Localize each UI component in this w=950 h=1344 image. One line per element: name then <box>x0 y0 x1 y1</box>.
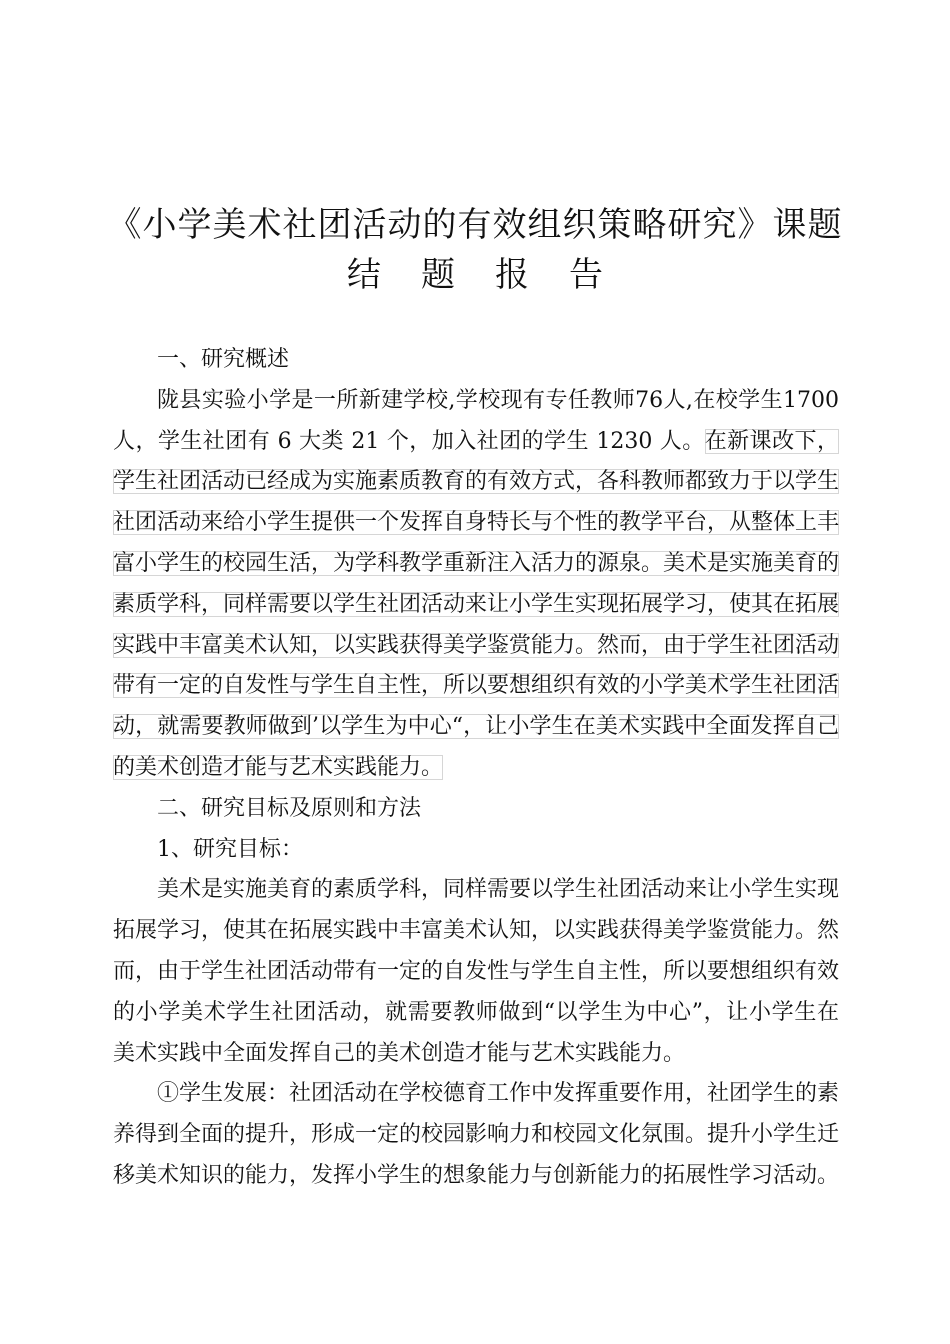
document-body <box>113 340 839 1197</box>
document-title-line2: 结题报告 <box>347 255 643 295</box>
paragraph-goals: 美术是实施美育的素质学科，同样需要以学生社团活动来让小学生实现拓展学习，使其在拓展实践中丰富美术认知，以实践获得美学鉴赏能力。然而，由于学生社团活动带有一定的自发性与学生自主性，所以要想组织有效的小学美术学生社团活动，就需要教师做到“以学生为中心”，让小学生在美术实践中全面发挥自己的美术创造才能与艺术实践能力。 <box>113 877 840 1066</box>
subsection-heading-goals: 1、研究目标： <box>157 836 303 862</box>
section-heading-overview: 一、研究概述 <box>157 347 290 372</box>
document-title-line1: 《小学美术社团活动的有效组织策略研究》课题 <box>107 205 843 245</box>
new-curriculum-text: 在新课改下，学生社团活动已经成为实施素质教育的有效方式，各科教师都致力于以学生社团活动来给小学生提供一个发挥自身特长与个性的教学平台，从整体上丰富小学生的校园生活，为学科教学重新注入活力的源泉。美术是实施美育的素质学科，同样需要以学生社团活动来让小学生实现拓展学习，使其在拓展实践中丰富美术认知，以实践获得美学鉴赏能力。然而，由于学生社团活动带有一定的自发性与学生自主性，所以要想组织有效的小学美术学生社团活动，就需要教师做到’以学生为中心“，让小学生在美术实践中全面发挥自己的美术创造才能与艺术实践能力。 <box>113 428 840 780</box>
section-heading-goals: 二、研究目标及原则和方法 <box>157 795 422 821</box>
school-intro-text: 陇县实验小学是一所新建学校,学校现有专任教师76人,在校学生1700人，学生社团有 6 大类 21 个，加入社团的学生 1230 人。 <box>113 387 839 454</box>
paragraph-student-development: ①学生发展：社团活动在学校德育工作中发挥重要作用，社团学生的素养得到全面的提升，形成一定的校园影响力和校园文化氛围。提升小学生迁移美术知识的能力，发挥小学生的想象能力与创新能力的拓展性学习活动。 <box>113 1081 840 1188</box>
paragraph-school-intro <box>113 381 839 789</box>
